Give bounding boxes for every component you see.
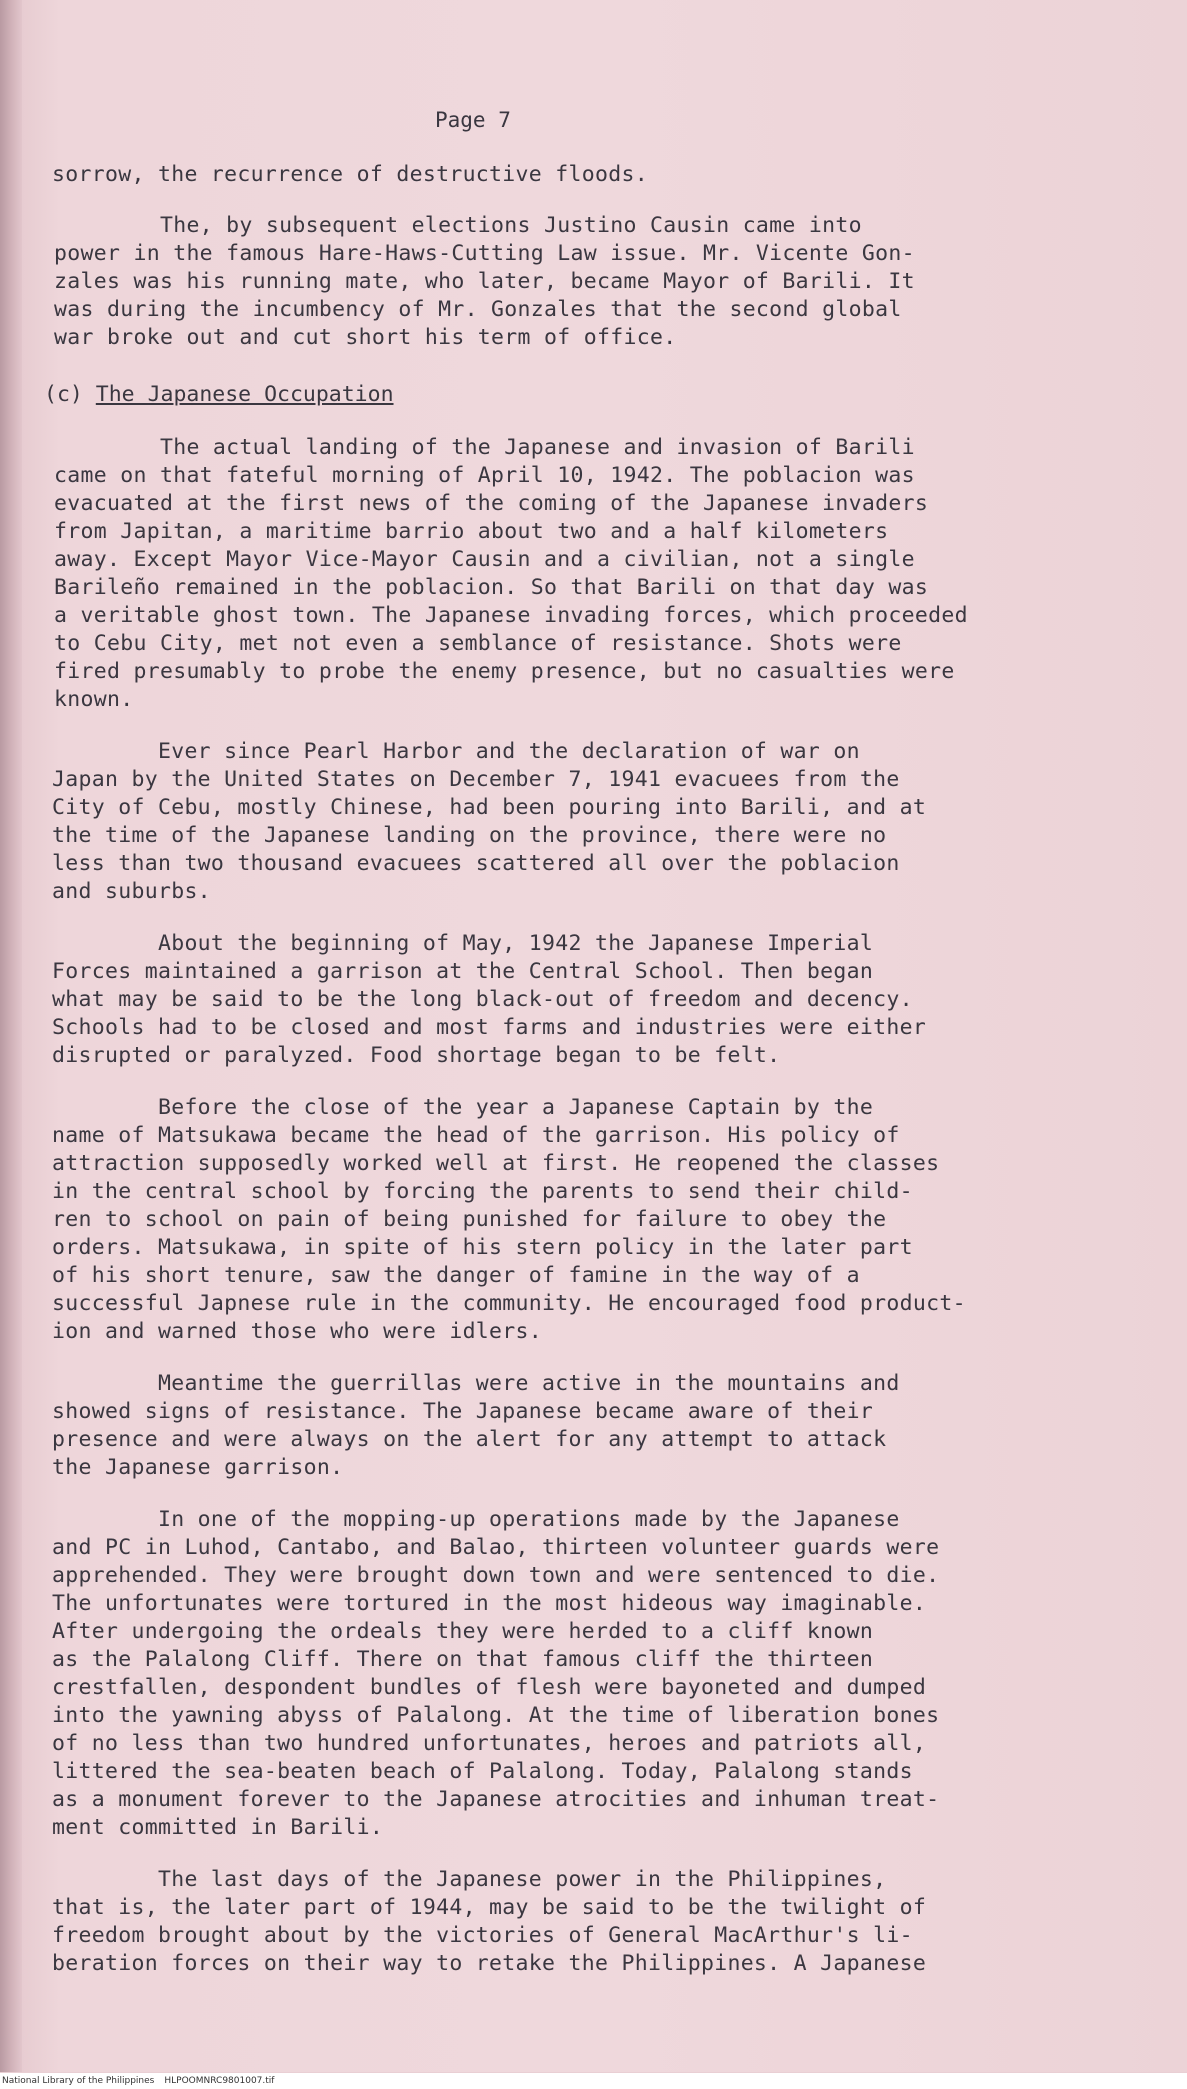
text-line: ion and warned those who were idlers.: [52, 1319, 543, 1344]
text-line: that is, the later part of 1944, may be said to be the twilight of: [52, 1895, 927, 1920]
text-line: crestfallen, despondent bundles of flesh were bayoneted and dumped: [52, 1675, 927, 1700]
text-line: In one of the mopping-up operations made by the Japanese: [52, 1507, 900, 1532]
text-line: orders. Matsukawa, in spite of his stern policy in the later part: [52, 1235, 913, 1260]
page-binding-edge: [0, 0, 22, 2072]
page-number: Page 7: [435, 108, 511, 132]
text-line: The, by subsequent elections Justino Causin came into: [54, 213, 862, 238]
text-line: in the central school by forcing the parents to send their child-: [52, 1179, 913, 1204]
text-line: the time of the Japanese landing on the province, there were no: [52, 823, 887, 848]
section-heading-label: (c): [44, 382, 83, 407]
text-line: attraction supposedly worked well at first. He reopened the classes: [52, 1151, 940, 1176]
text-line: apprehended. They were brought down town and were sentenced to die.: [52, 1563, 940, 1588]
section-heading: [44, 382, 394, 407]
text-line: presence and were always on the alert for any attempt to attack: [52, 1427, 887, 1452]
text-line: name of Matsukawa became the head of the garrison. His policy of: [52, 1123, 900, 1148]
text-line: littered the sea-beaten beach of Palalong. Today, Palalong stands: [52, 1759, 913, 1784]
text-line: Barileño remained in the poblacion. So that Barili on that day was: [54, 575, 929, 600]
text-line: as a monument forever to the Japanese atrocities and inhuman treat-: [52, 1787, 940, 1812]
text-line: a veritable ghost town. The Japanese invading forces, which proceeded: [54, 603, 968, 628]
text-line: was during the incumbency of Mr. Gonzales that the second global: [54, 297, 902, 322]
text-line: Forces maintained a garrison at the Central School. Then began: [52, 959, 874, 984]
text-line: into the yawning abyss of Palalong. At the time of liberation bones: [52, 1703, 940, 1728]
footer-filename: HLPOOMNRC9801007.tif: [164, 2076, 275, 2086]
text-line: what may be said to be the long black-out of freedom and decency.: [52, 987, 913, 1012]
text-line: disrupted or paralyzed. Food shortage began to be felt.: [52, 1043, 781, 1068]
text-line: Meantime the guerrillas were active in the mountains and: [52, 1371, 900, 1396]
text-line: ren to school on pain of being punished for failure to obey the: [52, 1207, 887, 1232]
text-line: showed signs of resistance. The Japanese became aware of their: [52, 1399, 874, 1424]
text-line: of his short tenure, saw the danger of famine in the way of a: [52, 1263, 860, 1288]
footer-library: National Library of the Philippines: [2, 2076, 155, 2086]
text-line: zales was his running mate, who later, became Mayor of Barili. It: [54, 269, 915, 294]
text-line: known.: [54, 687, 134, 712]
section-heading-title: The Japanese Occupation: [95, 382, 394, 407]
text-line: freedom brought about by the victories of General MacArthur's li-: [52, 1923, 913, 1948]
text-line: war broke out and cut short his term of office.: [54, 325, 677, 350]
text-line: After undergoing the ordeals they were herded to a cliff known: [52, 1619, 874, 1644]
text-line: and suburbs.: [52, 879, 211, 904]
text-line: Schools had to be closed and most farms and industries were either: [52, 1015, 927, 1040]
text-line: the Japanese garrison.: [52, 1455, 344, 1480]
text-line: away. Except Mayor Vice-Mayor Causin and a civilian, not a single: [54, 547, 915, 572]
scan-footer: [0, 2073, 1187, 2089]
text-line: Japan by the United States on December 7, 1941 evacuees from the: [52, 767, 900, 792]
text-line: sorrow, the recurrence of destructive floods.: [52, 162, 648, 187]
text-line: came on that fateful morning of April 10, 1942. The poblacion was: [54, 463, 915, 488]
text-line: The unfortunates were tortured in the most hideous way imaginable.: [52, 1591, 927, 1616]
text-line: About the beginning of May, 1942 the Japanese Imperial: [52, 931, 874, 956]
text-line: from Japitan, a maritime barrio about two and a half kilometers: [54, 519, 889, 544]
text-line: ment committed in Barili.: [52, 1815, 384, 1840]
text-line: Before the close of the year a Japanese Captain by the: [52, 1095, 874, 1120]
text-line: successful Japnese rule in the community. He encouraged food product-: [52, 1291, 966, 1316]
text-line: of no less than two hundred unfortunates, heroes and patriots all,: [52, 1731, 927, 1756]
text-line: beration forces on their way to retake the Philippines. A Japanese: [52, 1951, 927, 1976]
text-line: City of Cebu, mostly Chinese, had been pouring into Barili, and at: [52, 795, 927, 820]
text-line: as the Palalong Cliff. There on that famous cliff the thirteen: [52, 1647, 874, 1672]
text-line: evacuated at the first news of the coming of the Japanese invaders: [54, 491, 929, 516]
text-line: fired presumably to probe the enemy presence, but no casualties were: [54, 659, 955, 684]
text-line: The actual landing of the Japanese and invasion of Barili: [54, 435, 915, 460]
text-line: power in the famous Hare-Haws-Cutting Law issue. Mr. Vicente Gon-: [54, 241, 915, 266]
text-line: less than two thousand evacuees scattered all over the poblacion: [52, 851, 900, 876]
text-line: Ever since Pearl Harbor and the declaration of war on: [52, 739, 860, 764]
text-line: to Cebu City, met not even a semblance of resistance. Shots were: [54, 631, 902, 656]
text-line: The last days of the Japanese power in the Philippines,: [52, 1867, 887, 1892]
text-line: and PC in Luhod, Cantabo, and Balao, thirteen volunteer guards were: [52, 1535, 940, 1560]
